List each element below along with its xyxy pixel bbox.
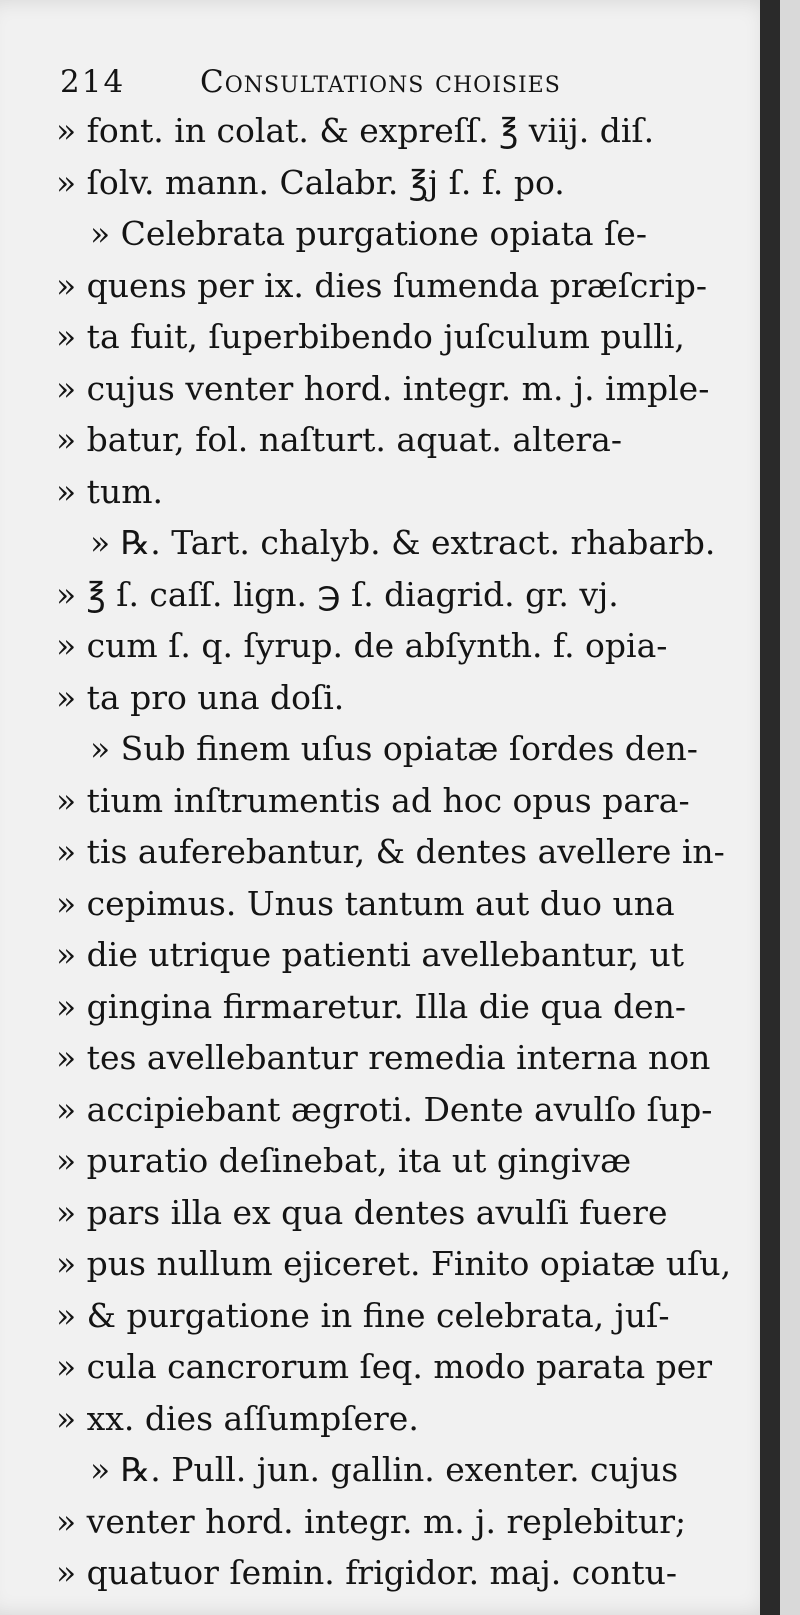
text-line: » pars illa ex qua dentes avulſi fuere [56,1192,668,1232]
text-line: » tes avellebantur remedia interna non [56,1038,711,1077]
text-line: » ℞. Tart. chalyb. & extract. rhabarb. [90,523,716,562]
text-line: » & purgatione in fine celebrata, juſ- [56,1295,670,1335]
text-line: » Sub finem uſus opiatæ ſordes den- [90,729,698,768]
text-line: » tis auferebantur, & dentes avellere in- [56,832,725,871]
page-edge-shadow [760,0,780,1615]
text-line: » venter hord. integr. m. j. replebitur; [56,1501,687,1541]
text-line: » quatuor ſemin. frigidor. maj. contu- [56,1553,677,1592]
page-number: 214 [60,64,126,100]
text-line: » ſolv. mann. Calabr. ℥j ſ. f. po. [56,162,565,202]
text-line: » tium inſtrumentis ad hoc opus para- [56,780,690,820]
text-line: » pus nullum ejiceret. Finito opiatæ uſu, [56,1244,732,1283]
running-head [60,52,760,112]
text-line: » xx. dies aſſumpſere. [56,1398,419,1438]
text-line: » die utrique patienti avellebantur, ut [56,935,685,974]
text-line: » cepimus. Unus tantum aut duo una [56,883,675,923]
text-block [56,105,768,1599]
text-line: » ta fuit, ſuperbibendo juſculum pulli, [56,317,685,356]
text-line: » ℥ ſ. caſſ. lign. ℈ ſ. diagrid. gr. vj. [56,574,619,614]
text-line: » cula cancrorum ſeq. modo parata per [56,1347,713,1386]
text-line: » ℞. Pull. jun. gallin. exenter. cujus [90,1450,679,1489]
text-line: » cum ſ. q. ſyrup. de abſynth. f. opia- [56,626,668,665]
text-line: » ta pro una doſi. [56,677,345,717]
text-line: » batur, fol. naſturt. aquat. altera- [56,420,622,459]
running-title: Consultations choisies [200,64,561,100]
text-line: » quens per ix. dies ſumenda præſcrip- [56,265,708,305]
text-line: » accipiebant ægroti. Dente avulſo ſup- [56,1089,713,1129]
text-line: » cujus venter hord. integr. m. j. imple- [56,368,710,408]
text-line: » font. in colat. & expreſſ. ℥ viij. diſ. [56,111,655,150]
text-line: » Celebrata purgatione opiata ſe- [90,214,647,253]
text-line: » tum. [56,471,163,511]
text-line: » puratio deſinebat, ita ut gingivæ [56,1141,632,1180]
text-line: » gingina firmaretur. Illa die qua den- [56,986,687,1026]
